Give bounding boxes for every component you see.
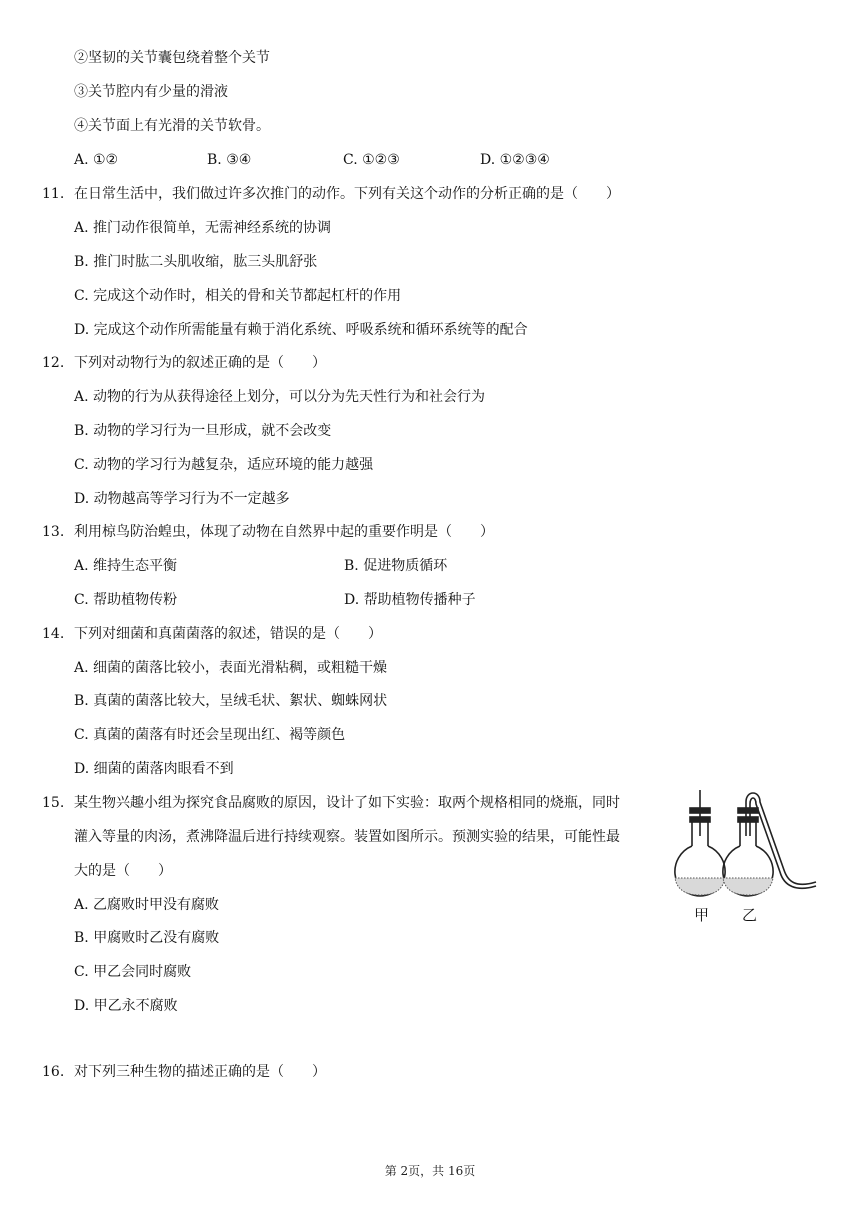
q15-stem-part-2: 灌入等量的肉汤，煮沸降温后进行持续观察。装置如图所示。预测实验的结果，可能性最	[74, 829, 620, 845]
q13-option-b: B. 促进物质循环	[344, 558, 448, 574]
q15-stem-part-1: 某生物兴趣小组为探究食品腐败的原因，设计了如下实验：取两个规格相同的烧瓶，同时	[74, 795, 620, 811]
q10-statement-2: ②坚韧的关节囊包绕着整个关节	[74, 50, 270, 66]
q10-option-b: B. ③④	[207, 152, 252, 168]
q11-option-d: D. 完成这个动作所需能量有赖于消化系统、呼吸系统和循环系统等的配合	[74, 322, 528, 338]
q14-option-b: B. 真菌的菌落比较大，呈绒毛状、絮状、蜘蛛网状	[74, 693, 388, 709]
flask-label-jia: 甲	[694, 906, 710, 924]
q13-option-a: A. 维持生态平衡	[74, 558, 178, 574]
q10-option-d: D. ①②③④	[480, 152, 550, 168]
q14-option-a: A. 细菌的菌落比较小，表面光滑粘稠，或粗糙干燥	[74, 660, 388, 676]
q13-option-d: D. 帮助植物传播种子	[344, 592, 476, 608]
q10-statement-3: ③关节腔内有少量的滑液	[74, 84, 228, 100]
q16-stem: 对下列三种生物的描述正确的是（ ）	[74, 1064, 326, 1080]
q14-number: 14.	[42, 626, 65, 642]
q12-option-b: B. 动物的学习行为一旦形成，就不会改变	[74, 423, 332, 439]
q15-number: 15.	[42, 795, 65, 811]
q13-stem: 利用椋鸟防治蝗虫，体现了动物在自然界中起的重要作明是（ ）	[74, 524, 494, 540]
q11-stem: 在日常生活中，我们做过许多次推门的动作。下列有关这个动作的分析正确的是（ ）	[74, 186, 620, 202]
page-footer: 第 2页，共 16页	[384, 1164, 476, 1178]
q11-option-a: A. 推门动作很简单，无需神经系统的协调	[74, 220, 332, 236]
q14-option-c: C. 真菌的菌落有时还会呈现出红、褐等颜色	[74, 727, 346, 743]
q10-statement-4: ④关节面上有光滑的关节软骨。	[74, 118, 270, 134]
q14-option-d: D. 细菌的菌落肉眼看不到	[74, 761, 234, 777]
q12-number: 12.	[42, 355, 65, 371]
q16-number: 16.	[42, 1064, 65, 1080]
q15-stem-part-3: 大的是（ ）	[74, 863, 172, 879]
q12-stem: 下列对动物行为的叙述正确的是（ ）	[74, 355, 326, 371]
q11-option-c: C. 完成这个动作时，相关的骨和关节都起杠杆的作用	[74, 288, 402, 304]
q15-option-c: C. 甲乙会同时腐败	[74, 964, 192, 980]
q12-option-a: A. 动物的行为从获得途径上划分，可以分为先天性行为和社会行为	[74, 389, 486, 405]
q10-option-c: C. ①②③	[343, 152, 400, 168]
q12-option-c: C. 动物的学习行为越复杂，适应环境的能力越强	[74, 457, 374, 473]
flask-jia	[675, 790, 725, 896]
q15-option-b: B. 甲腐败时乙没有腐败	[74, 930, 220, 946]
q15-option-d: D. 甲乙永不腐败	[74, 998, 178, 1014]
flask-yi	[723, 793, 816, 896]
q11-option-b: B. 推门时肱二头肌收缩，肱三头肌舒张	[74, 254, 318, 270]
q11-number: 11.	[42, 186, 65, 202]
q14-stem: 下列对细菌和真菌菌落的叙述，错误的是（ ）	[74, 626, 382, 642]
q15-option-a: A. 乙腐败时甲没有腐败	[74, 897, 220, 913]
flask-label-yi: 乙	[742, 906, 758, 924]
q13-number: 13.	[42, 524, 65, 540]
q12-option-d: D. 动物越高等学习行为不一定越多	[74, 491, 290, 507]
flask-experiment-figure	[664, 786, 824, 926]
q13-option-c: C. 帮助植物传粉	[74, 592, 178, 608]
q10-option-a: A. ①②	[74, 152, 119, 168]
